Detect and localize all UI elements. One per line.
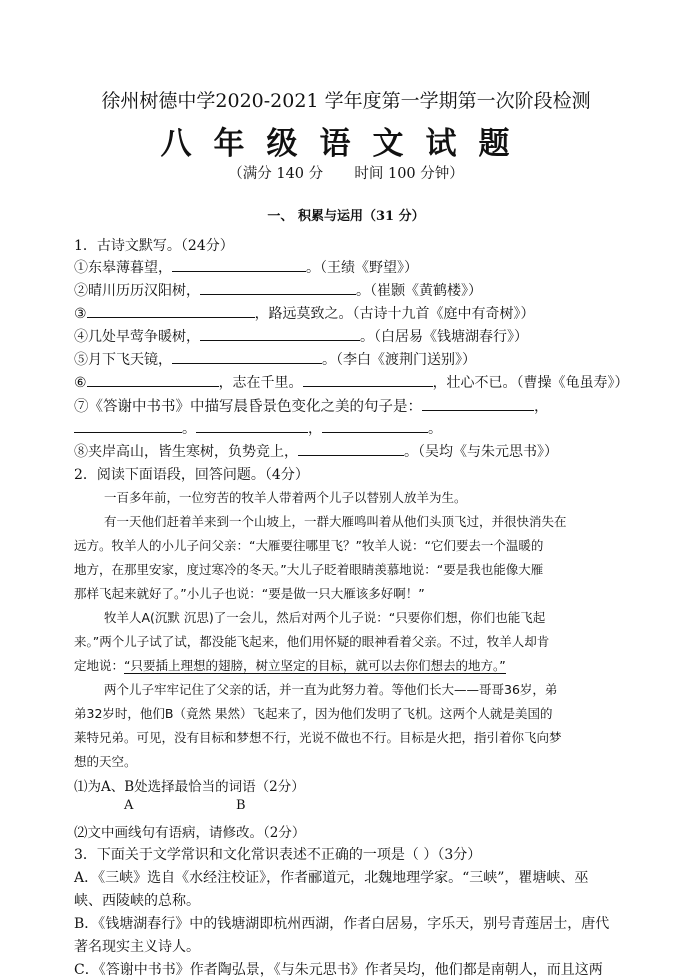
q1-2-source: 。（崔颢《黄鹤楼》） — [356, 283, 482, 299]
q1-2-text: ②晴川历历汉阳树， — [74, 283, 200, 299]
answer-blank[interactable] — [87, 372, 219, 387]
exam-title: 八年级语文试题 — [160, 126, 532, 162]
q1-item-7 — [74, 395, 549, 416]
q3-option-a: A．《三峡》选自《水经注校证》，作者郦道元，北魏地理学家。“三峡”，瞿塘峡、巫 — [74, 870, 589, 886]
q1-item-7-cont — [74, 418, 442, 438]
q1-7-text: ⑦《答谢中书书》中描写晨昏景色变化之美的句子是： — [74, 399, 422, 415]
passage-line: 那样飞起来就好了。”小儿子也说：“要是做一只大雁该多好啊！” — [74, 586, 425, 601]
q3-option-b: B．《钱塘湖春行》中的钱塘湖即杭州西湖，作者白居易，字乐天，别号青莲居士，唐代 — [74, 916, 610, 932]
q1-1-text: ①东皋薄暮望， — [74, 260, 172, 276]
passage-line: 想的天空。 — [74, 754, 137, 769]
q1-7-comma2: ， — [308, 421, 322, 437]
q1-6-text: ，志在千里。 — [218, 375, 303, 391]
q1-7-period: 。 — [182, 421, 196, 437]
answer-blank[interactable] — [74, 418, 182, 433]
passage-line: 有一天他们赶着羊来到一个山坡上，一群大雁鸣叫着从他们头顶飞过，并很快消失在 — [104, 514, 567, 529]
q3-stem: 3．下面关于文学常识和文化常识表述不正确的一项是（ ）（3分） — [74, 847, 482, 863]
passage-line — [74, 656, 506, 674]
q1-5-source: 。（李白《渡荆门送别》） — [322, 352, 476, 368]
q3-option-b-cont: 著名现实主义诗人。 — [74, 939, 200, 955]
q1-4-text: ④几处早莺争暖树， — [74, 329, 200, 345]
q1-item-4 — [74, 326, 528, 346]
q3-option-a-cont: 峡、西陵峡的总称。 — [74, 893, 200, 909]
answer-blank[interactable] — [200, 326, 360, 341]
answer-blank[interactable] — [172, 257, 306, 272]
q1-item-2 — [74, 280, 482, 300]
label-a: A — [124, 798, 134, 813]
passage-line: 地方，在那里安家，度过寒冷的冬天。”大儿子眨着眼睛羡慕地说：“要是我也能像大雁 — [74, 562, 544, 577]
q1-8-text: ⑧夹岸高山，皆生寒树，负势竞上， — [74, 444, 298, 460]
q2-sub2: ⑵文中画线句有语病，请修改。（2分） — [74, 825, 306, 841]
exam-header: 徐州树德中学2020-2021 学年度第一学期第一次阶段检测 — [101, 90, 591, 112]
answer-blank[interactable] — [87, 303, 255, 318]
label-b: B — [236, 798, 246, 813]
answer-blank[interactable] — [172, 349, 322, 364]
full-score: （满分 140 分 — [228, 166, 324, 182]
section-heading: 一、 积累与运用（31 分） — [267, 209, 425, 224]
answer-blank[interactable] — [422, 396, 534, 411]
answer-blank[interactable] — [322, 418, 428, 433]
q1-8-source: 。（吴均《与朱元思书》） — [404, 444, 558, 460]
q1-3-num: ③ — [74, 306, 87, 322]
answer-blank[interactable] — [303, 372, 433, 387]
q2-stem: 2．阅读下面语段，回答问题。（4分） — [74, 467, 309, 483]
passage-text: 定地说： — [74, 658, 125, 673]
answer-blank[interactable] — [200, 280, 356, 295]
q1-5-text: ⑤月下飞天镜， — [74, 352, 172, 368]
passage-line: 莱特兄弟。可见，没有目标和梦想不行，光说不做也不行。目标是火把，指引着你飞向梦 — [74, 730, 562, 745]
q1-item-5 — [74, 349, 476, 369]
passage-line: 弟32岁时，他们B（竟然 果然）飞起来了，因为他们发明了飞机。这两个人就是美国的 — [74, 706, 553, 721]
q2-sub1: ⑴为A、B处选择最恰当的词语（2分） — [74, 779, 305, 795]
underlined-sentence: “只要插上理想的翅膀，树立坚定的目标，就可以去你们想去的地方。” — [124, 658, 506, 673]
q1-7-comma: ， — [534, 399, 549, 415]
q1-stem: 1．古诗文默写。（24分） — [74, 238, 234, 254]
answer-blank[interactable] — [298, 441, 404, 456]
q1-item-8 — [74, 441, 558, 461]
passage-line: 两个儿子牢牢记住了父亲的话，并一直为此努力着。等他们长大——哥哥36岁，弟 — [104, 682, 558, 697]
q1-item-1 — [74, 257, 418, 277]
q1-7-period2: 。 — [428, 421, 442, 437]
q1-1-source: 。（王绩《野望》） — [306, 260, 418, 276]
q3-option-c: C．《答谢中书书》作者陶弘景，《与朱元思书》作者吴均，他们都是南朝人，而且这两 — [74, 962, 603, 978]
passage-line: 远方。牧羊人的小儿子问父亲：“大雁要往哪里飞？”牧羊人说：“它们要去一个温暖的 — [74, 538, 544, 553]
passage-line: 牧羊人A(沉默 沉思)了一会儿，然后对两个儿子说：“只要你们想，你们也能飞起 — [104, 610, 546, 625]
time-limit: 时间 100 分钟） — [354, 166, 464, 182]
q1-6-num: ⑥ — [74, 375, 87, 391]
q1-item-3 — [74, 303, 535, 323]
answer-blank[interactable] — [196, 418, 308, 433]
q1-3-source: ，路远莫致之。（古诗十九首《庭中有奇树》） — [254, 306, 535, 322]
exam-meta — [0, 162, 692, 183]
passage-line: 来。”两个儿子试了试，都没能飞起来，他们用怀疑的眼神看着父亲。不过，牧羊人却肯 — [74, 634, 550, 649]
q1-4-source: 。（白居易《钱塘湖春行》） — [360, 329, 528, 345]
q1-6-source: ，壮心不已。（曹操《龟虽寿》） — [432, 375, 629, 391]
passage-line: 一百多年前，一位穷苦的牧羊人带着两个儿子以替别人放羊为生。 — [104, 490, 467, 505]
q1-item-6 — [74, 372, 629, 392]
